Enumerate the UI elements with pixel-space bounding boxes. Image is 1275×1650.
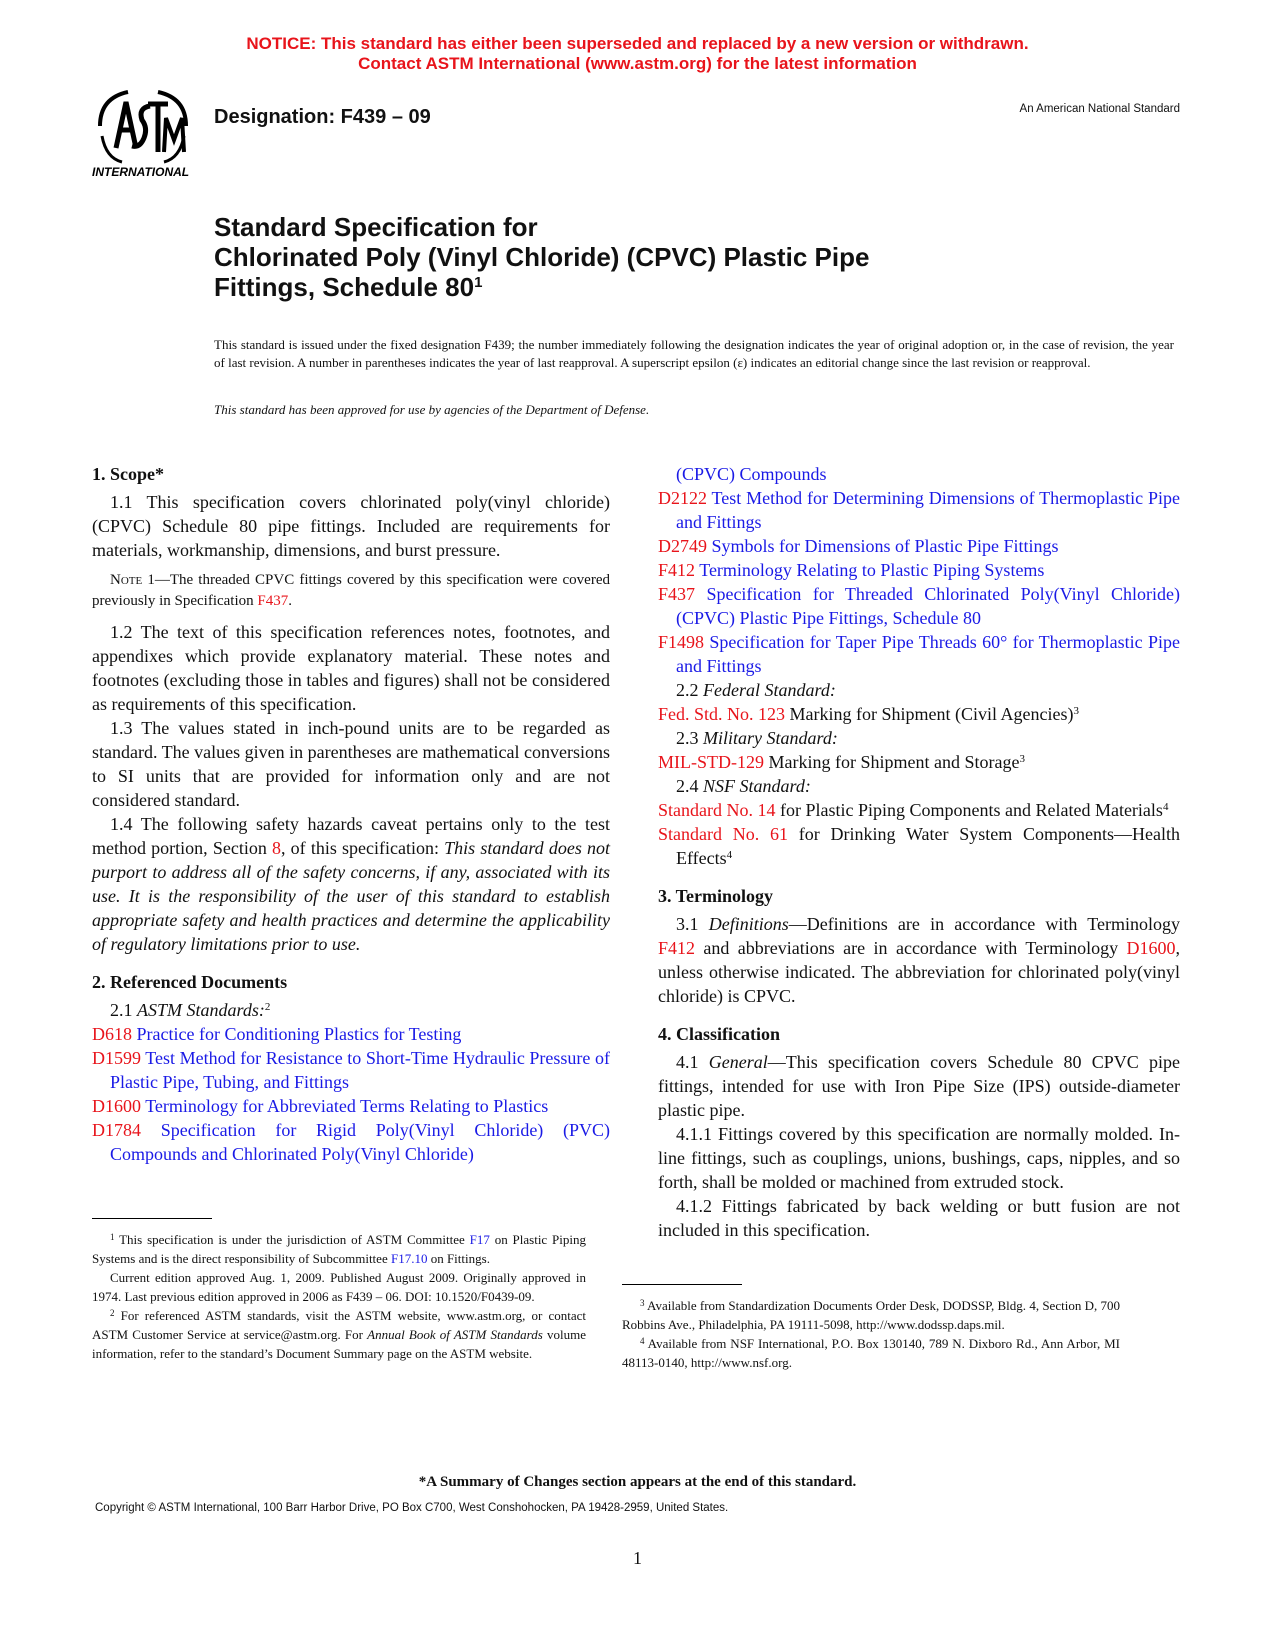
footnote-4-text: Available from NSF International, P.O. Box 130140, 789 N. Dixboro Rd., Ann Arbor, MI 48113-0140, http://www.nsf.org. — [622, 1336, 1120, 1370]
para-2-1-label: 2.1 — [110, 1000, 137, 1020]
astm-logo-icon — [92, 86, 202, 182]
ref-item — [658, 702, 1180, 726]
notice-line-1: NOTICE: This standard has either been superseded and replaced by a new version or withdrawn. — [246, 34, 1029, 53]
ref-code-link[interactable]: D2749 — [658, 536, 707, 556]
designation: Designation: F439 – 09 — [214, 106, 431, 128]
title-line-3: Fittings, Schedule 80 — [214, 272, 475, 302]
ref-title: Marking for Shipment (Civil Agencies) — [785, 704, 1074, 724]
subcommittee-f17-10-link[interactable]: F17.10 — [390, 1251, 428, 1266]
note-label: Note — [110, 572, 143, 588]
footnote-1-text: This specification is under the jurisdiction of ASTM Committee — [114, 1232, 470, 1247]
footnote-ref-4[interactable]: 4 — [1162, 801, 1169, 813]
footnotes-left — [92, 1230, 586, 1363]
nsf-standard-label: NSF Standard: — [703, 776, 811, 796]
safety-caveat: This standard does not purport to address all of the safety concerns, if any, associated with its use. It is the responsibility of the user of this standard to establish appropriate safety and health practices and determine the applicability of regulatory limitations prior to use. — [92, 838, 611, 954]
ref-title-link[interactable]: Terminology for Abbreviated Terms Relating to Plastics — [145, 1096, 549, 1116]
para-2-3-label: 2.3 — [676, 728, 703, 748]
footnote-3-text: Available from Standardization Documents Order Desk, DODSSP, Bldg. 4, Section D, 700 Robbins Ave., Philadelphia, PA 19111-5098, http://www.dodssp.daps.mil. — [622, 1298, 1120, 1332]
para-3-1 — [658, 912, 1180, 1008]
right-column — [658, 462, 1180, 1242]
para-1-4 — [92, 812, 610, 956]
para-1-2: 1.2 The text of this specification references notes, footnotes, and appendixes which provide explanatory material. These notes and footnotes (excluding those in tables and figures) shall not be considered as requirements of this specification. — [92, 622, 610, 714]
ref-code-link[interactable]: D1784 — [92, 1120, 141, 1140]
ref-item — [92, 1022, 610, 1046]
ref-title-link[interactable]: (CPVC) Compounds — [676, 464, 827, 484]
para-4-1-label: 4.1 — [676, 1052, 709, 1072]
footnote-4-marker: 4 — [640, 1336, 645, 1346]
ref-item — [658, 582, 1180, 630]
ref-title-link[interactable]: Practice for Conditioning Plastics for Testing — [136, 1024, 462, 1044]
section-4-heading: 4. Classification — [658, 1024, 781, 1044]
page-number: 1 — [633, 1548, 642, 1568]
astm-standards-label: ASTM Standards: — [137, 1000, 265, 1020]
astm-logo-svg — [92, 86, 202, 182]
footnote-1-text-b: on Plastic Piping Systems and is the direct responsibility of Subcommittee — [92, 1232, 586, 1266]
federal-standard-label: Federal Standard: — [703, 680, 836, 700]
para-4-1-2: 4.1.2 Fittings fabricated by back welding or butt fusion are not included in this specification. — [658, 1196, 1180, 1240]
definitions-label: Definitions — [708, 914, 789, 934]
footnote-3 — [622, 1296, 1120, 1334]
ref-code-link[interactable]: D1600 — [92, 1096, 141, 1116]
ref-title-link[interactable]: Specification for Rigid Poly(Vinyl Chloride) (PVC) Compounds and Chlorinated Poly(Vinyl Chloride) — [110, 1120, 610, 1164]
title-footnote-ref[interactable]: 1 — [474, 274, 483, 291]
ref-item — [658, 486, 1180, 534]
ref-item — [92, 1094, 610, 1118]
ref-item — [658, 534, 1180, 558]
issued-statement: This standard is issued under the fixed designation F439; the number immediately following the designation indicates the year of original adoption or, in the case of revision, the year of last revision. A number in parentheses indicates the year of last reapproval. A superscript epsilon (ε) indicates an editorial change since the last revision or reapproval. — [214, 337, 1174, 370]
dod-statement: This standard has been approved for use by agencies of the Department of Defense. — [214, 402, 650, 417]
footnote-2-text-b: volume information, refer to the standard’s Document Summary page on the ASTM website. — [92, 1327, 586, 1361]
summary-of-changes-note: *A Summary of Changes section appears at the end of this standard. — [418, 1474, 857, 1490]
para-4-1-1: 4.1.1 Fittings covered by this specification are normally molded. In-line fittings, such as couplings, unions, bushings, caps, nipples, and so forth, shall be molded or machined from extruded stock. — [658, 1124, 1180, 1192]
ref-item — [92, 1118, 610, 1166]
ref-code-link[interactable]: D618 — [92, 1024, 132, 1044]
footnote-1-marker: 1 — [110, 1232, 115, 1242]
ref-title-link[interactable]: Symbols for Dimensions of Plastic Pipe Fittings — [711, 536, 1059, 556]
ref-title-link[interactable]: Specification for Threaded Chlorinated Poly(Vinyl Chloride) (CPVC) Plastic Pipe Fittings, Schedule 80 — [676, 584, 1180, 628]
footnote-1-text-c: on Fittings. — [427, 1251, 490, 1266]
para-2-4 — [658, 774, 1180, 798]
ref-item — [658, 798, 1180, 822]
section-1-heading: 1. Scope* — [92, 464, 164, 484]
footnote-2 — [92, 1306, 586, 1363]
para-3-1-label: 3.1 — [676, 914, 709, 934]
para-2-4-label: 2.4 — [676, 776, 703, 796]
ref-title: Marking for Shipment and Storage — [764, 752, 1020, 772]
footnote-ref-2[interactable]: 2 — [264, 1001, 271, 1013]
ref-continuation — [658, 462, 1180, 486]
general-label: General — [708, 1052, 768, 1072]
annual-book-title: Annual Book of ASTM Standards — [367, 1327, 543, 1342]
ref-code-link[interactable]: F1498 — [658, 632, 705, 652]
footnote-ref-3[interactable]: 3 — [1073, 705, 1079, 717]
footnote-2-marker: 2 — [110, 1308, 115, 1318]
note-link-f437[interactable]: F437 — [257, 593, 289, 609]
title-line-2: Chlorinated Poly (Vinyl Chloride) (CPVC) Plastic Pipe — [214, 242, 870, 272]
ref-title: for Drinking Water System Components—Health Effects — [676, 824, 1181, 868]
withdrawn-notice — [0, 34, 1275, 74]
ref-title-link[interactable]: Test Method for Determining Dimensions of Thermoplastic Pipe and Fittings — [676, 488, 1180, 532]
footnote-ref-3[interactable]: 3 — [1019, 753, 1025, 765]
para-1-4-text-b: , of this specification: — [281, 838, 445, 858]
ref-code-link[interactable]: Standard No. 14 — [658, 800, 776, 820]
note-1 — [92, 570, 610, 612]
para-3-1-text-c: , unless otherwise indicated. The abbreviation for chlorinated poly(vinyl chloride) is CPVC. — [658, 938, 1180, 1006]
footnote-rule-right — [622, 1284, 742, 1285]
ref-item — [92, 1046, 610, 1094]
ref-code-link[interactable]: MIL-STD-129 — [658, 752, 764, 772]
footnote-2-text: For referenced ASTM standards, visit the ASTM website, www.astm.org, or contact ASTM Customer Service at service@astm.org. For — [92, 1308, 586, 1342]
ref-item — [658, 630, 1180, 678]
ref-code-link[interactable]: Standard No. 61 — [658, 824, 789, 844]
ref-item — [658, 822, 1180, 870]
title-line-1: Standard Specification for — [214, 212, 538, 242]
military-standard-label: Military Standard: — [703, 728, 838, 748]
para-1-3: 1.3 The values stated in inch-pound units are to be regarded as standard. The values given in parentheses are mathematical conversions to SI units that are provided for information only and are not considered standard. — [92, 718, 610, 810]
footnote-ref-4[interactable]: 4 — [726, 849, 733, 861]
footnote-1-edition: Current edition approved Aug. 1, 2009. Published August 2009. Originally approved in 1974. Last previous edition approved in 2006 as F439 – 06. DOI: 10.1520/F0439-09. — [92, 1270, 586, 1304]
section-8-link[interactable]: 8 — [272, 838, 281, 858]
committee-f17-link[interactable]: F17 — [469, 1232, 490, 1247]
ref-title-link[interactable]: Test Method for Resistance to Short-Time Hydraulic Pressure of Plastic Pipe, Tubing, and Fittings — [110, 1048, 610, 1092]
copyright-line: Copyright © ASTM International, 100 Barr Harbor Drive, PO Box C700, West Conshohocken, PA 19428-2959, United States. — [95, 1502, 729, 1514]
para-2-2-label: 2.2 — [676, 680, 703, 700]
notice-line-2: Contact ASTM International (www.astm.org) for the latest information — [358, 54, 917, 73]
left-column — [92, 462, 610, 1166]
para-4-1-text: —This specification covers Schedule 80 CPVC pipe fittings, intended for use with Iron Pipe Size (IPS) outside-diameter plastic pipe. — [658, 1052, 1181, 1120]
american-national-standard: An American National Standard — [1019, 103, 1180, 115]
document-title — [214, 212, 869, 302]
section-2-heading: 2. Referenced Documents — [92, 972, 288, 992]
footnote-1 — [92, 1230, 586, 1268]
section-3-heading: 3. Terminology — [658, 886, 774, 906]
footnote-4 — [622, 1334, 1120, 1372]
para-1-1: 1.1 This specification covers chlorinated poly(vinyl chloride) (CPVC) Schedule 80 pipe fittings. Included are requirements for materials, workmanship, dimensions, and burst pressure. — [92, 492, 610, 560]
para-2-1 — [92, 998, 610, 1022]
para-2-2 — [658, 678, 1180, 702]
para-4-1 — [658, 1050, 1180, 1122]
ref-item — [658, 558, 1180, 582]
d1600-link[interactable]: D1600 — [1126, 938, 1176, 958]
ref-title-link[interactable]: Terminology Relating to Plastic Piping Systems — [699, 560, 1045, 580]
para-2-3 — [658, 726, 1180, 750]
ref-code-link[interactable]: D1599 — [92, 1048, 141, 1068]
para-3-1-text-b: and abbreviations are in accordance with Terminology — [695, 938, 1127, 958]
footnote-3-marker: 3 — [640, 1298, 645, 1308]
ref-item — [658, 750, 1180, 774]
note-text: 1—The threaded CPVC fittings covered by this specification were covered previously in Specification — [92, 572, 610, 609]
ref-code-link[interactable]: Fed. Std. No. 123 — [658, 704, 786, 724]
ref-code-link[interactable]: F412 — [658, 560, 696, 580]
note-end: . — [288, 593, 292, 609]
footnote-rule-left — [92, 1218, 212, 1219]
para-1-4-text: 1.4 The following safety hazards caveat pertains only to the test method portion, Section — [92, 814, 610, 858]
f412-link[interactable]: F412 — [658, 938, 696, 958]
ref-code-link[interactable]: D2122 — [658, 488, 707, 508]
ref-title-link[interactable]: Specification for Taper Pipe Threads 60° for Thermoplastic Pipe and Fittings — [676, 632, 1180, 676]
ref-title: for Plastic Piping Components and Related Materials — [775, 800, 1163, 820]
ref-code-link[interactable]: F437 — [658, 584, 696, 604]
logo-text: INTERNATIONAL — [92, 165, 190, 179]
para-3-1-text: —Definitions are in accordance with Terminology — [788, 914, 1181, 934]
footnotes-right — [622, 1296, 1120, 1372]
